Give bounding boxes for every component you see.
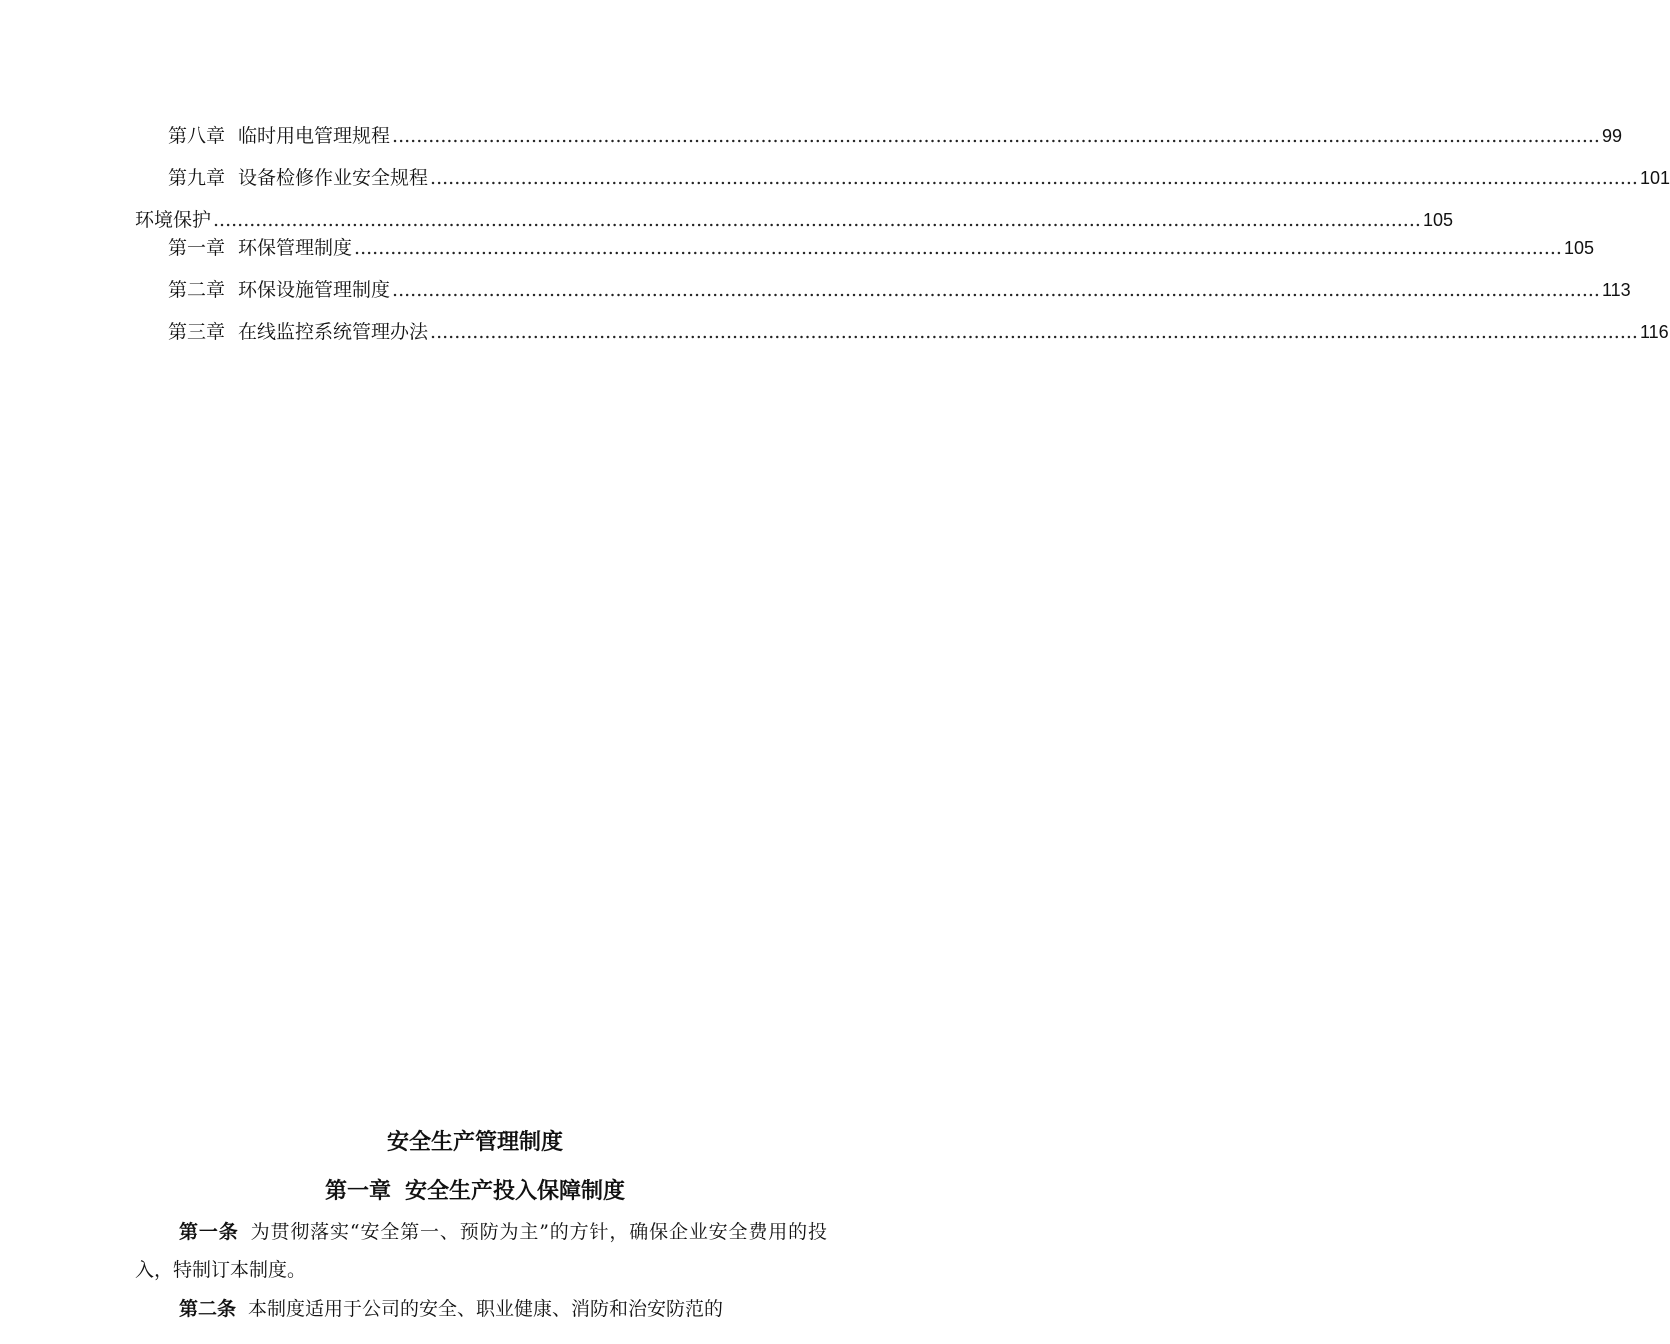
article-paragraph: [135, 1290, 827, 1328]
toc-chapter-label: 第八章: [168, 125, 226, 147]
chapter-title-text: 安全生产投入保障制度: [405, 1178, 626, 1204]
toc-page-number: 116: [1639, 322, 1669, 342]
toc-entry[interactable]: [168, 278, 1631, 302]
chapter-heading: [0, 1177, 950, 1205]
chapter-label: 第一章: [324, 1178, 391, 1204]
article-text: 本制度适用于公司的安全、职业健康、消防和治安防范的: [248, 1298, 724, 1320]
toc-dot-leader: ........................................................................................................................................................................................................: [213, 209, 1421, 231]
toc-entry[interactable]: [168, 166, 1670, 190]
document-title: 安全生产管理制度: [386, 1129, 563, 1155]
article-paragraph: [135, 1213, 827, 1289]
toc-page-number: 105: [1422, 210, 1453, 230]
toc-entry[interactable]: [135, 208, 1453, 232]
toc-entry[interactable]: [168, 124, 1622, 148]
toc-page-number: 113: [1601, 280, 1631, 300]
toc-dot-leader: ........................................................................................................................................................................................................: [392, 279, 1600, 301]
article-label: 第一条: [179, 1221, 239, 1243]
toc-entry-title: [168, 320, 428, 344]
toc-entry[interactable]: [168, 320, 1669, 344]
toc-chapter-label: 第一章: [168, 237, 226, 259]
toc-entry-title: [168, 166, 428, 190]
toc-title-text: 临时用电管理规程: [238, 125, 391, 147]
article-text: 为贯彻落实“安全第一、预防为主”的方针，确保企业安全费用的投入，特制订本制度。: [135, 1221, 827, 1281]
toc-page-number: 99: [1601, 126, 1622, 146]
toc-title-text: 在线监控系统管理办法: [238, 321, 429, 343]
toc-title-text: 环保设施管理制度: [238, 279, 391, 301]
toc-entry-title: [168, 278, 390, 302]
toc-entry-title: [135, 208, 211, 232]
toc-page-number: 101: [1639, 168, 1670, 188]
toc-title-text: 环境保护: [135, 209, 212, 231]
toc-dot-leader: ........................................................................................................................................................................................................: [354, 237, 1562, 259]
toc-title-text: 设备检修作业安全规程: [238, 167, 429, 189]
toc-chapter-label: 第三章: [168, 321, 226, 343]
toc-dot-leader: ........................................................................................................................................................................................................: [392, 125, 1600, 147]
toc-title-text: 环保管理制度: [238, 237, 353, 259]
toc-entry[interactable]: [168, 236, 1594, 260]
toc-dot-leader: ........................................................................................................................................................................................................: [430, 167, 1638, 189]
toc-page-number: 105: [1563, 238, 1594, 258]
toc-chapter-label: 第九章: [168, 167, 226, 189]
toc-chapter-label: 第二章: [168, 279, 226, 301]
article-label: 第二条: [179, 1298, 237, 1320]
toc-entry-title: [168, 236, 352, 260]
toc-entry-title: [168, 124, 390, 148]
toc-dot-leader: ........................................................................................................................................................................................................: [430, 321, 1638, 343]
